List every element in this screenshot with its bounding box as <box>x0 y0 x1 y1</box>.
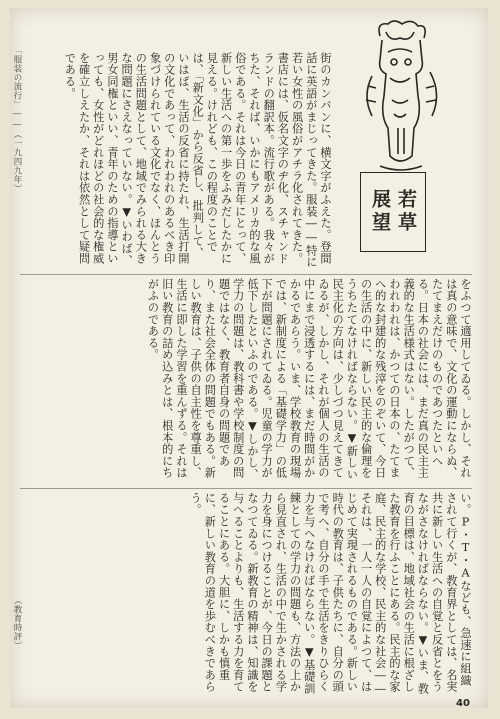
text-column-middle: をふつて適用してゐる。しかし、それは真の意味で、文化の運動にならぬ、たてまえだけのものであつたといへる。日本の社会には、まだ真の民主主義的な生活様式はない。したがつて、われわれは、かつての日本の、たてまへ的な封建的な残滓をのぞいて、今日の生活の中に、新しい民主的な倫理をうちたてなければならない。▼新しい民主化の方向は、少しづつ見えてきてゐるが、しかし、それが個人の生活の中にまで浸透するには、まだ時間がかかるであらう。いま、学校教育の現場では、新制度による「基礎学力」の低下が問題にされてゐる。児童の学力が低下したといふのである。▼しかし、学力の問題は、教科書や学校制度の問題ではなく、教育者自身の問題であり、また社会全体の問題でもある。新しい教育は、子供の自主性を尊重し、生活に即した学習を重んずる。それは旧い教育の詰め込みとは、根本的にちがふのである。 <box>146 278 472 481</box>
title-line-2: 展望 <box>369 189 391 235</box>
wooden-figure-illustration <box>350 16 450 176</box>
margin-note-top: 「服装の流行」――（一九四九年） <box>12 46 22 193</box>
page-number: 40 <box>456 698 470 709</box>
text-column-bottom: い。P・T・Aなども、急速に組織されて行くが、教育界としては、名実共に新しい生活への自覚と反省とをうながさなければならない。▼いま、教育の目標は、地域社会の生活に根ざした教育を行ふことにある。民主的な家庭、民主的な学校、民主的な社会――それは、一人一人の自覚によつて、はじめて実現されるものである。新しい時代の教育は、子供たちに、自分の頭で考へ、自分の手で生活をきりひらく力を与へなければならない。▼基礎訓練としての学力の問題も、方法の上から見直され、生活の中で生かされる学力を身につけることが、今日の課題となつてゐる。新教育の精神は、知識を与へることよりも、生活する力を育てることにある。大胆に、しかも慎重に、新しい教育の道を歩むべきであらう。 <box>189 492 472 697</box>
title-line-1: 若草 <box>395 189 417 235</box>
title-box <box>360 172 426 252</box>
column-divider-1 <box>20 274 472 275</box>
text-column-top: 街のカンバンに、横文字がふえた。登間話に英語がまじってきた。服装――特に若い女性の風俗がアチラ化されてきた。書店には、仮名文字のヂ化、スチャンドランドの翻訳本。流行歌がある。我々がちた、それば、いかにもアメリカ的な風俗である。それは今日の青年にとって、新しい生活への第一歩をふみだしたかに見える。けれども、この程度のことでは、「新文化」から反省し、批判して、いはば、生活の反省に持たれ、生活打開の文化であって、われわれのあるべき印象づけられている文化でなく、ほんとうの生活問題として、地域でみられる大きな問題にさえなっていない。▼いわば、男女同権といい、青年のための指導といっても、女性がどれほどの社会的な権威を確立しえたか、それは依然として疑問である。 <box>63 52 332 268</box>
column-divider-2 <box>20 488 472 489</box>
margin-note-bottom: （教育時評） <box>12 596 22 650</box>
